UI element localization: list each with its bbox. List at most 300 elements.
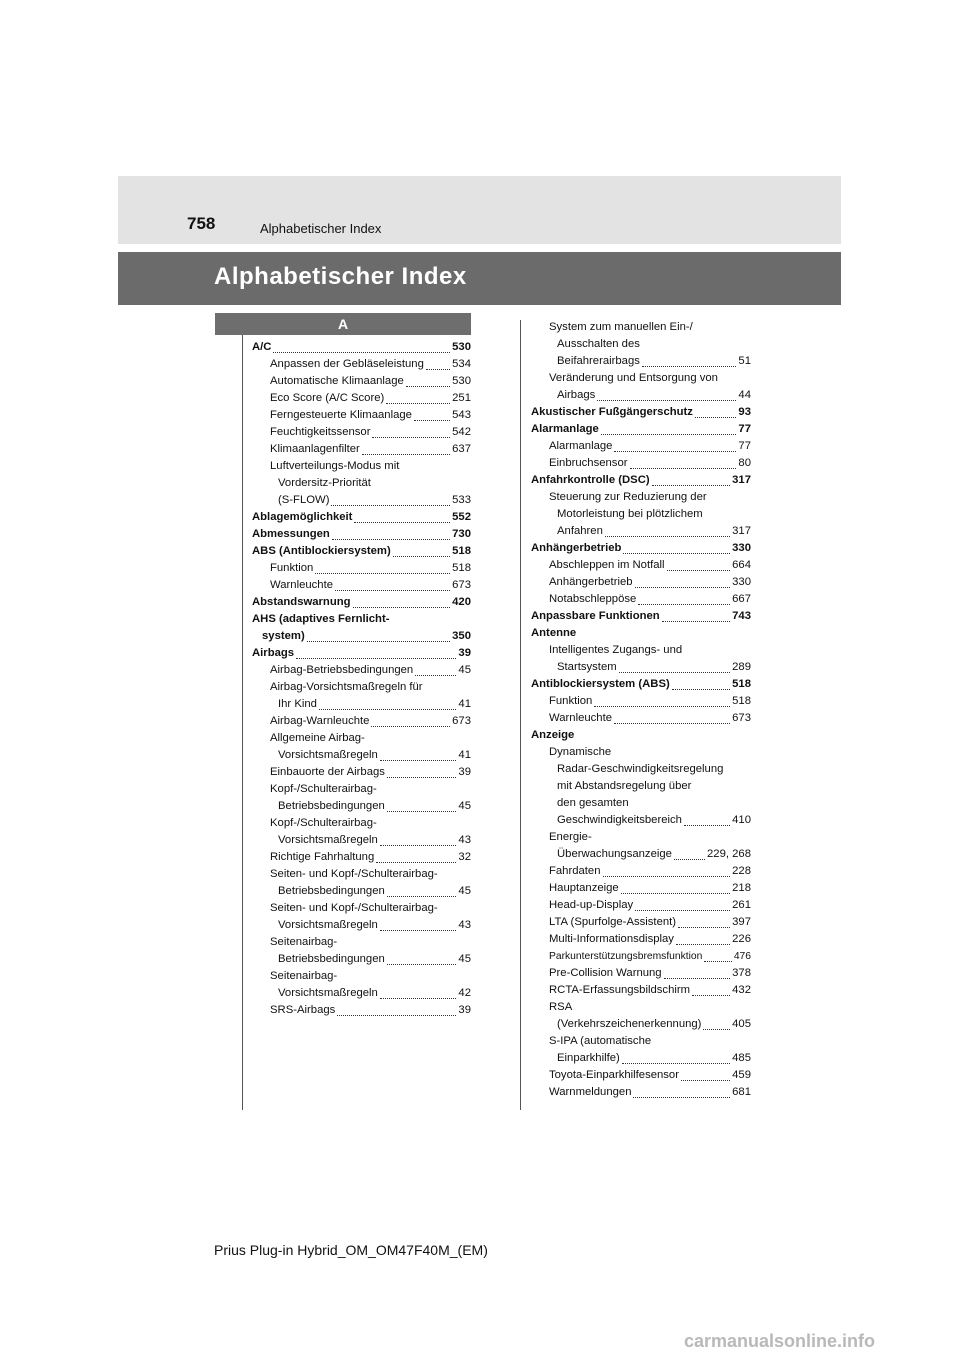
index-entry-page: 251 bbox=[452, 392, 471, 404]
index-entry-page: 518 bbox=[732, 678, 751, 690]
page-title: Alphabetischer Index bbox=[214, 263, 467, 290]
index-entry bbox=[252, 764, 471, 781]
index-entry-page: 378 bbox=[732, 967, 751, 979]
dot-leader bbox=[652, 484, 731, 486]
index-entry bbox=[252, 866, 471, 883]
index-entry-text: Funktion bbox=[270, 562, 314, 574]
dot-leader bbox=[387, 963, 457, 965]
index-entry bbox=[531, 1050, 751, 1067]
dot-leader bbox=[703, 1028, 730, 1030]
index-entry bbox=[531, 727, 751, 744]
index-entry-text: Seiten- und Kopf-/Schulterairbag- bbox=[270, 902, 438, 914]
index-entry bbox=[531, 999, 751, 1016]
index-entry bbox=[531, 404, 751, 421]
index-entry-text: Abmessungen bbox=[252, 528, 330, 540]
index-entry bbox=[531, 931, 751, 948]
index-entry-text: Vorsichtsmaßregeln bbox=[278, 834, 378, 846]
index-entry-page: 229, 268 bbox=[707, 848, 751, 860]
index-entry bbox=[531, 965, 751, 982]
index-entry bbox=[531, 540, 751, 557]
index-entry-text: Seiten- und Kopf-/Schulterairbag- bbox=[270, 868, 438, 880]
dot-leader bbox=[597, 399, 736, 401]
index-entry bbox=[252, 458, 471, 475]
dot-leader bbox=[353, 606, 451, 608]
index-entry bbox=[252, 832, 471, 849]
middle-divider bbox=[520, 320, 521, 1110]
index-entry-text: Intelligentes Zugangs- und bbox=[549, 644, 683, 656]
index-entry-text: Toyota-Einparkhilfesensor bbox=[549, 1069, 679, 1081]
index-entry-page: 45 bbox=[458, 953, 471, 965]
dot-leader bbox=[619, 671, 731, 673]
index-entry-text: System zum manuellen Ein-/ bbox=[549, 321, 693, 333]
index-entry-text: AHS (adaptives Fernlicht- bbox=[252, 613, 390, 625]
index-entry-text: Dynamische bbox=[549, 746, 612, 758]
dot-leader bbox=[414, 419, 450, 421]
dot-leader bbox=[335, 589, 450, 591]
index-entry-text: mit Abstandsregelung über bbox=[557, 780, 692, 792]
index-entry bbox=[252, 390, 471, 407]
dot-leader bbox=[638, 603, 730, 605]
index-entry-text: Startsystem bbox=[557, 661, 617, 673]
index-entry bbox=[531, 982, 751, 999]
index-entry bbox=[531, 1084, 751, 1101]
index-entry bbox=[252, 356, 471, 373]
index-entry-text: Alarmanlage bbox=[531, 423, 599, 435]
index-entry-page: 77 bbox=[738, 423, 751, 435]
dot-leader bbox=[635, 586, 731, 588]
index-entry-text: Airbags bbox=[252, 647, 295, 659]
index-entry-text: Einbauorte der Airbags bbox=[270, 766, 385, 778]
index-entry-text: RCTA-Erfassungsbildschirm bbox=[549, 984, 691, 996]
index-entry bbox=[252, 339, 471, 356]
index-entry bbox=[252, 713, 471, 730]
dot-leader bbox=[662, 620, 730, 622]
index-entry-text: Seitenairbag- bbox=[270, 936, 338, 948]
index-entry-text: Betriebsbedingungen bbox=[278, 885, 385, 897]
index-entry-text: Motorleistung bei plötzlichem bbox=[557, 508, 703, 520]
dot-leader bbox=[681, 1079, 730, 1081]
index-entry-text: Warnleuchte bbox=[549, 712, 612, 724]
index-entry bbox=[531, 421, 751, 438]
index-entry-text: Geschwindigkeitsbereich bbox=[557, 814, 682, 826]
index-entry bbox=[531, 489, 751, 506]
index-entry bbox=[531, 455, 751, 472]
index-entry-text: Überwachungsanzeige bbox=[557, 848, 672, 860]
index-entry bbox=[531, 574, 751, 591]
index-entry bbox=[531, 829, 751, 846]
index-entry-text: den gesamten bbox=[557, 797, 629, 809]
dot-leader bbox=[674, 858, 705, 860]
index-entry bbox=[531, 795, 751, 812]
index-entry bbox=[252, 628, 471, 645]
index-entry-text: Hauptanzeige bbox=[549, 882, 619, 894]
index-entry bbox=[252, 1002, 471, 1019]
dot-leader bbox=[337, 1014, 456, 1016]
index-entry bbox=[531, 608, 751, 625]
index-entry-page: 410 bbox=[732, 814, 751, 826]
index-entry bbox=[531, 676, 751, 693]
index-entry-text: ABS (Antiblockiersystem) bbox=[252, 545, 391, 557]
dot-leader bbox=[642, 365, 737, 367]
index-entry bbox=[252, 611, 471, 628]
index-entry-page: 261 bbox=[732, 899, 751, 911]
index-entry-text: LTA (Spurfolge-Assistent) bbox=[549, 916, 677, 928]
index-entry-page: 518 bbox=[452, 545, 471, 557]
section-letter: A bbox=[215, 313, 471, 335]
dot-leader bbox=[319, 708, 456, 710]
index-entry-page: 317 bbox=[732, 474, 751, 486]
index-entry-text: Allgemeine Airbag- bbox=[270, 732, 365, 744]
dot-leader bbox=[695, 416, 736, 418]
index-entry-page: 45 bbox=[458, 885, 471, 897]
index-entry-text: Ablagemöglichkeit bbox=[252, 511, 353, 523]
index-entry-text: Seitenairbag- bbox=[270, 970, 338, 982]
index-entry bbox=[252, 985, 471, 1002]
index-entry-text: Anfahren bbox=[557, 525, 603, 537]
index-entry-text: S-IPA (automatische bbox=[549, 1035, 652, 1047]
index-entry bbox=[531, 472, 751, 489]
index-entry-text: Eco Score (A/C Score) bbox=[270, 392, 385, 404]
index-entry-text: Airbag-Vorsichtsmaßregeln für bbox=[270, 681, 423, 693]
index-entry-page: 476 bbox=[733, 951, 751, 962]
index-entry bbox=[531, 642, 751, 659]
index-entry-text: Alarmanlage bbox=[549, 440, 613, 452]
index-entry-page: 330 bbox=[732, 542, 751, 554]
index-entry-text: Automatische Klimaanlage bbox=[270, 375, 404, 387]
dot-leader bbox=[601, 433, 737, 435]
index-entry-page: 226 bbox=[732, 933, 751, 945]
index-entry bbox=[252, 424, 471, 441]
index-entry bbox=[252, 934, 471, 951]
index-entry-page: 218 bbox=[732, 882, 751, 894]
index-entry-page: 533 bbox=[452, 494, 471, 506]
index-entry bbox=[252, 730, 471, 747]
index-entry-page: 41 bbox=[458, 698, 471, 710]
index-entry-text: Pre-Collision Warnung bbox=[549, 967, 662, 979]
document-footer: Prius Plug-in Hybrid_OM_OM47F40M_(EM) bbox=[214, 1242, 488, 1258]
index-entry-page: 350 bbox=[452, 630, 471, 642]
dot-leader bbox=[630, 467, 737, 469]
dot-leader bbox=[372, 436, 450, 438]
index-entry bbox=[252, 577, 471, 594]
index-entry bbox=[531, 863, 751, 880]
dot-leader bbox=[362, 453, 450, 455]
index-entry-text: Airbag-Warnleuchte bbox=[270, 715, 370, 727]
index-entry-page: 45 bbox=[458, 800, 471, 812]
index-entry bbox=[531, 1033, 751, 1050]
dot-leader bbox=[426, 368, 450, 370]
index-entry-text: system) bbox=[262, 630, 305, 642]
index-entry-text: (Verkehrszeichenerkennung) bbox=[557, 1018, 702, 1030]
index-entry-page: 637 bbox=[452, 443, 471, 455]
index-entry-page: 673 bbox=[732, 712, 751, 724]
dot-leader bbox=[331, 504, 450, 506]
dot-leader bbox=[603, 875, 731, 877]
index-entry-text: Abstandswarnung bbox=[252, 596, 351, 608]
index-entry-page: 397 bbox=[732, 916, 751, 928]
index-entry bbox=[252, 815, 471, 832]
index-entry bbox=[531, 319, 751, 336]
index-entry bbox=[252, 509, 471, 526]
index-entry bbox=[531, 744, 751, 761]
left-divider bbox=[242, 320, 243, 1110]
index-entry-page: 330 bbox=[732, 576, 751, 588]
index-entry-text: Multi-Informationsdisplay bbox=[549, 933, 674, 945]
index-entry-page: 43 bbox=[458, 919, 471, 931]
index-entry bbox=[252, 696, 471, 713]
index-entry-text: Fahrdaten bbox=[549, 865, 601, 877]
index-entry-page: 673 bbox=[452, 579, 471, 591]
dot-leader bbox=[621, 892, 730, 894]
index-column-left bbox=[252, 339, 471, 1019]
index-entry-text: Einparkhilfe) bbox=[557, 1052, 620, 1064]
index-entry-text: Warnleuchte bbox=[270, 579, 333, 591]
index-entry-page: 542 bbox=[452, 426, 471, 438]
index-entry-page: 42 bbox=[458, 987, 471, 999]
index-entry-text: Richtige Fahrhaltung bbox=[270, 851, 375, 863]
dot-leader bbox=[623, 552, 730, 554]
index-entry bbox=[252, 526, 471, 543]
dot-leader bbox=[296, 657, 456, 659]
header-band bbox=[118, 176, 841, 244]
index-entry bbox=[531, 336, 751, 353]
page-number: 758 bbox=[187, 214, 216, 233]
index-entry-text: RSA bbox=[549, 1001, 573, 1013]
index-entry-text: Vorsichtsmaßregeln bbox=[278, 919, 378, 931]
dot-leader bbox=[354, 521, 450, 523]
index-entry-page: 93 bbox=[738, 406, 751, 418]
dot-leader bbox=[614, 450, 736, 452]
dot-leader bbox=[376, 861, 456, 863]
index-entry-text: Klimaanlagenfilter bbox=[270, 443, 360, 455]
index-entry-page: 317 bbox=[732, 525, 751, 537]
index-entry bbox=[252, 441, 471, 458]
dot-leader bbox=[605, 535, 730, 537]
dot-leader bbox=[672, 688, 730, 690]
index-entry bbox=[252, 900, 471, 917]
dot-leader bbox=[387, 895, 457, 897]
index-entry-page: 80 bbox=[738, 457, 751, 469]
index-entry-text: Notabschleppöse bbox=[549, 593, 637, 605]
index-entry-text: Anpassbare Funktionen bbox=[531, 610, 660, 622]
index-entry-page: 432 bbox=[732, 984, 751, 996]
index-entry-text: Steuerung zur Reduzierung der bbox=[549, 491, 707, 503]
index-entry bbox=[252, 594, 471, 611]
index-entry-text: Funktion bbox=[549, 695, 593, 707]
index-entry bbox=[252, 645, 471, 662]
index-entry-page: 39 bbox=[458, 647, 471, 659]
index-entry-text: Anzeige bbox=[531, 729, 575, 741]
dot-leader bbox=[380, 759, 457, 761]
index-entry-text: Betriebsbedingungen bbox=[278, 953, 385, 965]
dot-leader bbox=[386, 402, 450, 404]
index-entry-text: Beifahrerairbags bbox=[557, 355, 640, 367]
index-entry-page: 518 bbox=[452, 562, 471, 574]
index-entry bbox=[252, 781, 471, 798]
index-entry bbox=[531, 523, 751, 540]
index-entry bbox=[531, 557, 751, 574]
dot-leader bbox=[387, 810, 457, 812]
index-entry-text: Kopf-/Schulterairbag- bbox=[270, 783, 377, 795]
index-entry-page: 228 bbox=[732, 865, 751, 877]
dot-leader bbox=[406, 385, 450, 387]
index-entry-text: Luftverteilungs-Modus mit bbox=[270, 460, 400, 472]
index-entry bbox=[252, 407, 471, 424]
index-entry-text: (S-FLOW) bbox=[278, 494, 330, 506]
index-entry-page: 39 bbox=[458, 1004, 471, 1016]
index-entry-page: 459 bbox=[732, 1069, 751, 1081]
index-entry-text: Ausschalten des bbox=[557, 338, 640, 350]
index-entry-page: 552 bbox=[452, 511, 471, 523]
index-entry bbox=[531, 370, 751, 387]
index-entry-page: 43 bbox=[458, 834, 471, 846]
dot-leader bbox=[692, 994, 730, 996]
index-entry-page: 51 bbox=[738, 355, 751, 367]
watermark: carmanualsonline.info bbox=[684, 1331, 876, 1351]
index-entry bbox=[252, 543, 471, 560]
index-entry-text: Antiblockiersystem (ABS) bbox=[531, 678, 670, 690]
index-entry-text: Veränderung und Entsorgung von bbox=[549, 372, 718, 384]
index-entry-page: 530 bbox=[452, 375, 471, 387]
index-entry-text: Airbag-Betriebsbedingungen bbox=[270, 664, 414, 676]
index-entry bbox=[531, 506, 751, 523]
dot-leader bbox=[633, 1096, 730, 1098]
index-entry-page: 530 bbox=[452, 341, 471, 353]
dot-leader bbox=[380, 997, 457, 999]
index-entry-page: 673 bbox=[452, 715, 471, 727]
dot-leader bbox=[664, 977, 731, 979]
dot-leader bbox=[684, 824, 730, 826]
index-entry-text: Anhängerbetrieb bbox=[549, 576, 633, 588]
index-entry bbox=[531, 1067, 751, 1084]
dot-leader bbox=[380, 844, 457, 846]
dot-leader bbox=[622, 1062, 730, 1064]
index-entry bbox=[252, 883, 471, 900]
index-entry-text: SRS-Airbags bbox=[270, 1004, 336, 1016]
index-entry-text: Airbags bbox=[557, 389, 596, 401]
dot-leader bbox=[380, 929, 457, 931]
index-entry bbox=[252, 951, 471, 968]
index-entry-text: Radar-Geschwindigkeitsregelung bbox=[557, 763, 724, 775]
index-entry bbox=[531, 897, 751, 914]
index-entry bbox=[531, 353, 751, 370]
index-entry bbox=[252, 662, 471, 679]
index-entry bbox=[531, 761, 751, 778]
index-entry-page: 730 bbox=[452, 528, 471, 540]
dot-leader bbox=[667, 569, 731, 571]
dot-leader bbox=[332, 538, 450, 540]
index-entry bbox=[531, 710, 751, 727]
index-entry bbox=[531, 812, 751, 829]
index-entry bbox=[531, 591, 751, 608]
index-entry bbox=[252, 798, 471, 815]
index-entry-page: 32 bbox=[458, 851, 471, 863]
index-entry-text: A/C bbox=[252, 341, 272, 353]
index-entry-page: 534 bbox=[452, 358, 471, 370]
dot-leader bbox=[614, 722, 730, 724]
index-entry-text: Vorsichtsmaßregeln bbox=[278, 749, 378, 761]
index-column-right bbox=[531, 319, 751, 1101]
index-entry bbox=[252, 849, 471, 866]
index-entry bbox=[252, 492, 471, 509]
index-entry bbox=[531, 914, 751, 931]
index-entry bbox=[531, 625, 751, 642]
dot-leader bbox=[393, 555, 450, 557]
index-entry bbox=[252, 560, 471, 577]
dot-leader bbox=[307, 640, 450, 642]
index-entry bbox=[531, 438, 751, 455]
index-entry-text: Einbruchsensor bbox=[549, 457, 628, 469]
dot-leader bbox=[387, 776, 456, 778]
index-entry-text: Kopf-/Schulterairbag- bbox=[270, 817, 377, 829]
running-head: Alphabetischer Index bbox=[260, 221, 382, 236]
index-entry-text: Ferngesteuerte Klimaanlage bbox=[270, 409, 412, 421]
index-entry-page: 44 bbox=[738, 389, 751, 401]
index-entry-text: Anfahrkontrolle (DSC) bbox=[531, 474, 650, 486]
index-entry-text: Ihr Kind bbox=[278, 698, 317, 710]
index-entry-text: Feuchtigkeitssensor bbox=[270, 426, 371, 438]
index-entry bbox=[531, 387, 751, 404]
index-entry-page: 39 bbox=[458, 766, 471, 778]
index-entry bbox=[531, 778, 751, 795]
dot-leader bbox=[315, 572, 450, 574]
index-entry-page: 485 bbox=[732, 1052, 751, 1064]
index-entry-page: 420 bbox=[452, 596, 471, 608]
index-entry bbox=[531, 846, 751, 863]
index-entry bbox=[531, 1016, 751, 1033]
index-entry-text: Betriebsbedingungen bbox=[278, 800, 385, 812]
dot-leader bbox=[273, 351, 450, 353]
dot-leader bbox=[635, 909, 730, 911]
index-entry-text: Vorsichtsmaßregeln bbox=[278, 987, 378, 999]
index-entry-page: 664 bbox=[732, 559, 751, 571]
index-entry-page: 77 bbox=[738, 440, 751, 452]
index-entry bbox=[252, 373, 471, 390]
index-entry-text: Vordersitz-Priorität bbox=[278, 477, 371, 489]
index-entry-page: 41 bbox=[458, 749, 471, 761]
dot-leader bbox=[371, 725, 450, 727]
index-entry-page: 289 bbox=[732, 661, 751, 673]
dot-leader bbox=[594, 705, 730, 707]
index-entry-text: Anhängerbetrieb bbox=[531, 542, 622, 554]
index-entry-text: Parkunterstützungsbremsfunktion bbox=[549, 951, 703, 962]
index-entry-page: 667 bbox=[732, 593, 751, 605]
index-entry-page: 681 bbox=[732, 1086, 751, 1098]
index-entry bbox=[252, 968, 471, 985]
index-entry bbox=[252, 917, 471, 934]
index-entry-page: 543 bbox=[452, 409, 471, 421]
index-entry-text: Energie- bbox=[549, 831, 592, 843]
dot-leader bbox=[704, 960, 731, 962]
index-entry bbox=[252, 747, 471, 764]
dot-leader bbox=[415, 674, 456, 676]
dot-leader bbox=[676, 943, 730, 945]
index-entry-text: Antenne bbox=[531, 627, 577, 639]
index-entry bbox=[531, 948, 751, 965]
index-entry-text: Head-up-Display bbox=[549, 899, 634, 911]
index-entry-text: Akustischer Fußgängerschutz bbox=[531, 406, 693, 418]
dot-leader bbox=[678, 926, 730, 928]
index-entry bbox=[252, 475, 471, 492]
index-entry-text: Abschleppen im Notfall bbox=[549, 559, 665, 571]
index-entry bbox=[252, 679, 471, 696]
index-entry bbox=[531, 659, 751, 676]
index-entry bbox=[531, 693, 751, 710]
index-entry-text: Anpassen der Gebläseleistung bbox=[270, 358, 424, 370]
index-entry-page: 743 bbox=[732, 610, 751, 622]
index-entry-page: 45 bbox=[458, 664, 471, 676]
index-entry-text: Warnmeldungen bbox=[549, 1086, 632, 1098]
